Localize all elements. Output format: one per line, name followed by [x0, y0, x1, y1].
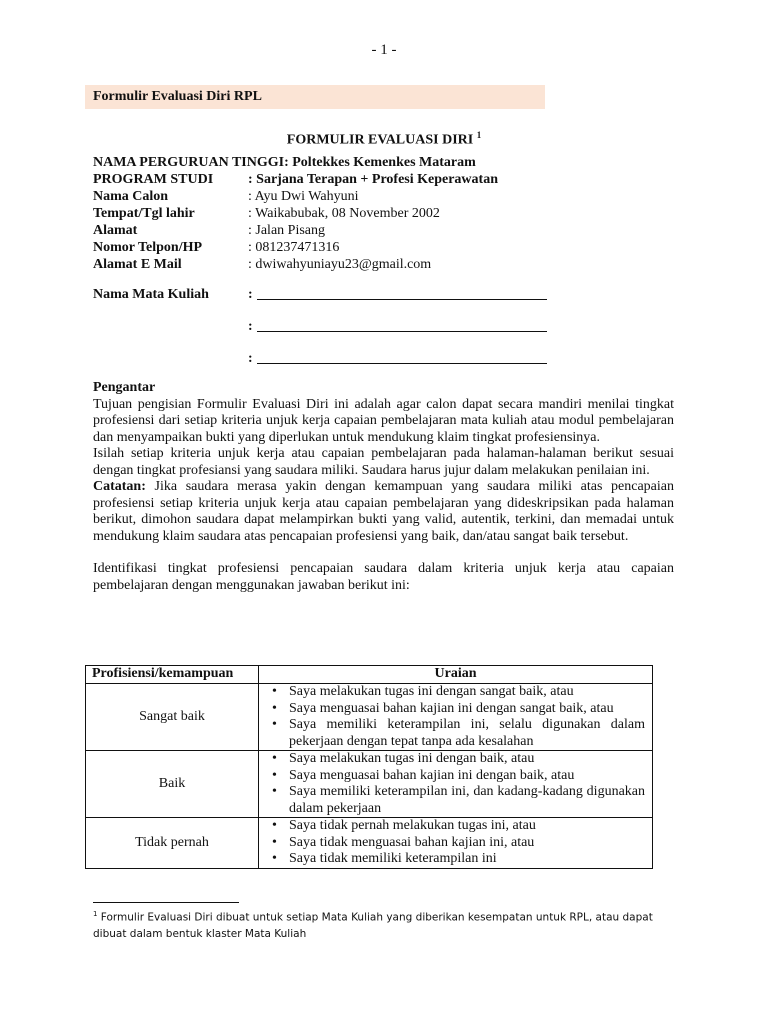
intro-paragraph: Isilah setiap kriteria unjuk kerja atau capaian pembelajaran pada halaman-halaman berikut sesuai dengan tingkat profesiansi yang saudara miliki. Saudara harus jujur dalam melakukan penilaian ini. — [93, 446, 674, 478]
field-row-telpon — [93, 239, 693, 256]
colon: : — [248, 287, 253, 302]
field-value: : 081237471316 — [248, 240, 340, 255]
field-label: Nomor Telpon/HP — [93, 240, 203, 255]
field-row-nama — [93, 188, 693, 205]
instruction-paragraph: Identifikasi tingkat profesiensi pencapaian saudara dalam kriteria unjuk kerja atau capaian pembelajaran dengan menggunakan jawaban berikut ini: — [93, 561, 674, 593]
field-row-alamat — [93, 222, 693, 239]
list-item: • Saya tidak pernah melakukan tugas ini, atau — [267, 818, 645, 835]
field-label: Alamat E Mail — [93, 257, 182, 272]
blank-line — [257, 351, 547, 364]
field-value: : Sarjana Terapan + Profesi Keperawatan — [248, 172, 498, 187]
colon: : — [248, 319, 253, 334]
field-value: : Ayu Dwi Wahyuni — [248, 189, 359, 204]
level-cell: Baik — [86, 751, 259, 818]
list-item: • Saya tidak menguasai bahan kajian ini, atau — [267, 835, 645, 852]
form-title — [0, 130, 768, 149]
intro-paragraph: Tujuan pengisian Formulir Evaluasi Diri ini adalah agar calon dapat secara mandiri menilai tingkat profesiensi dari setiap kriteria unjuk kerja capaian pembelajaran mata kuliah atau modul pembelajaran dan menyampaikan bukti yang diperlukan untuk mendukung klaim tingkat profesiensinya. — [93, 396, 674, 445]
proficiency-table — [85, 665, 653, 869]
identity-fields — [93, 154, 693, 273]
mata-kuliah-block — [93, 287, 693, 383]
mata-kuliah-row — [93, 319, 693, 351]
institution-value: Poltekkes Kemenkes Mataram — [292, 155, 476, 170]
column-header: Profisiensi/kemampuan — [86, 666, 259, 684]
field-value: : Waikabubak, 08 November 2002 — [248, 206, 440, 221]
list-item: • Saya tidak memiliki keterampilan ini — [267, 851, 645, 868]
field-value: : Jalan Pisang — [248, 223, 325, 238]
column-header: Uraian — [259, 666, 653, 684]
field-label: PROGRAM STUDI — [93, 172, 214, 187]
level-cell: Sangat baik — [86, 684, 259, 751]
field-label: Nama Calon — [93, 189, 169, 204]
institution-label: NAMA PERGURUAN TINGGI: — [93, 155, 289, 170]
table-row — [86, 751, 653, 818]
institution-row — [93, 154, 693, 171]
mata-kuliah-row — [93, 287, 693, 319]
field-row-email — [93, 256, 693, 273]
colon: : — [248, 351, 253, 366]
footnote — [93, 906, 663, 942]
mata-kuliah-label: Nama Mata Kuliah — [93, 287, 209, 302]
page-number: - 1 - — [371, 42, 397, 58]
header-band: Formulir Evaluasi Diri RPL — [85, 85, 545, 109]
note-label: Catatan: — [93, 479, 146, 494]
footnote-text: Formulir Evaluasi Diri dibuat untuk setiap Mata Kuliah yang diberikan kesempatan untuk RPL, atau dapat dibuat dalam bentuk klaster Mata Kuliah — [93, 911, 653, 940]
intro-section — [93, 380, 674, 594]
table-header-row — [86, 666, 653, 684]
field-label: Alamat — [93, 223, 138, 238]
form-title-text: FORMULIR EVALUASI DIRI — [286, 132, 474, 148]
table-row — [86, 818, 653, 869]
list-item: • Saya melakukan tugas ini dengan sangat baik, atau — [267, 684, 645, 701]
list-item: • Saya menguasai bahan kajian ini dengan baik, atau — [267, 768, 645, 785]
list-item: • Saya memiliki keterampilan ini, selalu digunakan dalam pekerjaan dengan tepat tanpa ada kesalahan — [267, 717, 645, 750]
list-item: • Saya memiliki keterampilan ini, dan kadang-kadang digunakan dalam pekerjaan — [267, 784, 645, 817]
field-value: : dwiwahyuniayu23@gmail.com — [248, 257, 432, 272]
intro-heading: Pengantar — [93, 380, 156, 395]
level-cell: Tidak pernah — [86, 818, 259, 869]
list-item: • Saya melakukan tugas ini dengan baik, atau — [267, 751, 645, 768]
description-cell — [259, 684, 653, 751]
footnote-marker: 1 — [93, 910, 98, 918]
list-item: • Saya menguasai bahan kajian ini dengan sangat baik, atau — [267, 701, 645, 718]
mata-kuliah-row — [93, 351, 693, 383]
footnote-ref: 1 — [476, 130, 482, 140]
description-cell — [259, 818, 653, 869]
spacer — [93, 545, 674, 561]
note-paragraph — [93, 479, 674, 545]
field-row-ttl — [93, 205, 693, 222]
note-text: Jika saudara merasa yakin dengan kemampuan yang saudara miliki atas pencapaian profesiensi setiap kriteria unjuk kerja atau capaian pembelajaran yang dideskripsikan pada halaman berikut, dimohon saudara dapat melampirkan bukti yang valid, autentik, terkini, dan memadai untuk mendukung klaim saudara atas pencapaian profesiensi yang baik, dan/atau sangat baik tersebut. — [93, 479, 674, 544]
description-cell — [259, 751, 653, 818]
table-row — [86, 684, 653, 751]
blank-line — [257, 287, 547, 300]
field-label: Tempat/Tgl lahir — [93, 206, 195, 221]
field-row-program — [93, 171, 693, 188]
footnote-separator — [93, 902, 239, 903]
blank-line — [257, 319, 547, 332]
